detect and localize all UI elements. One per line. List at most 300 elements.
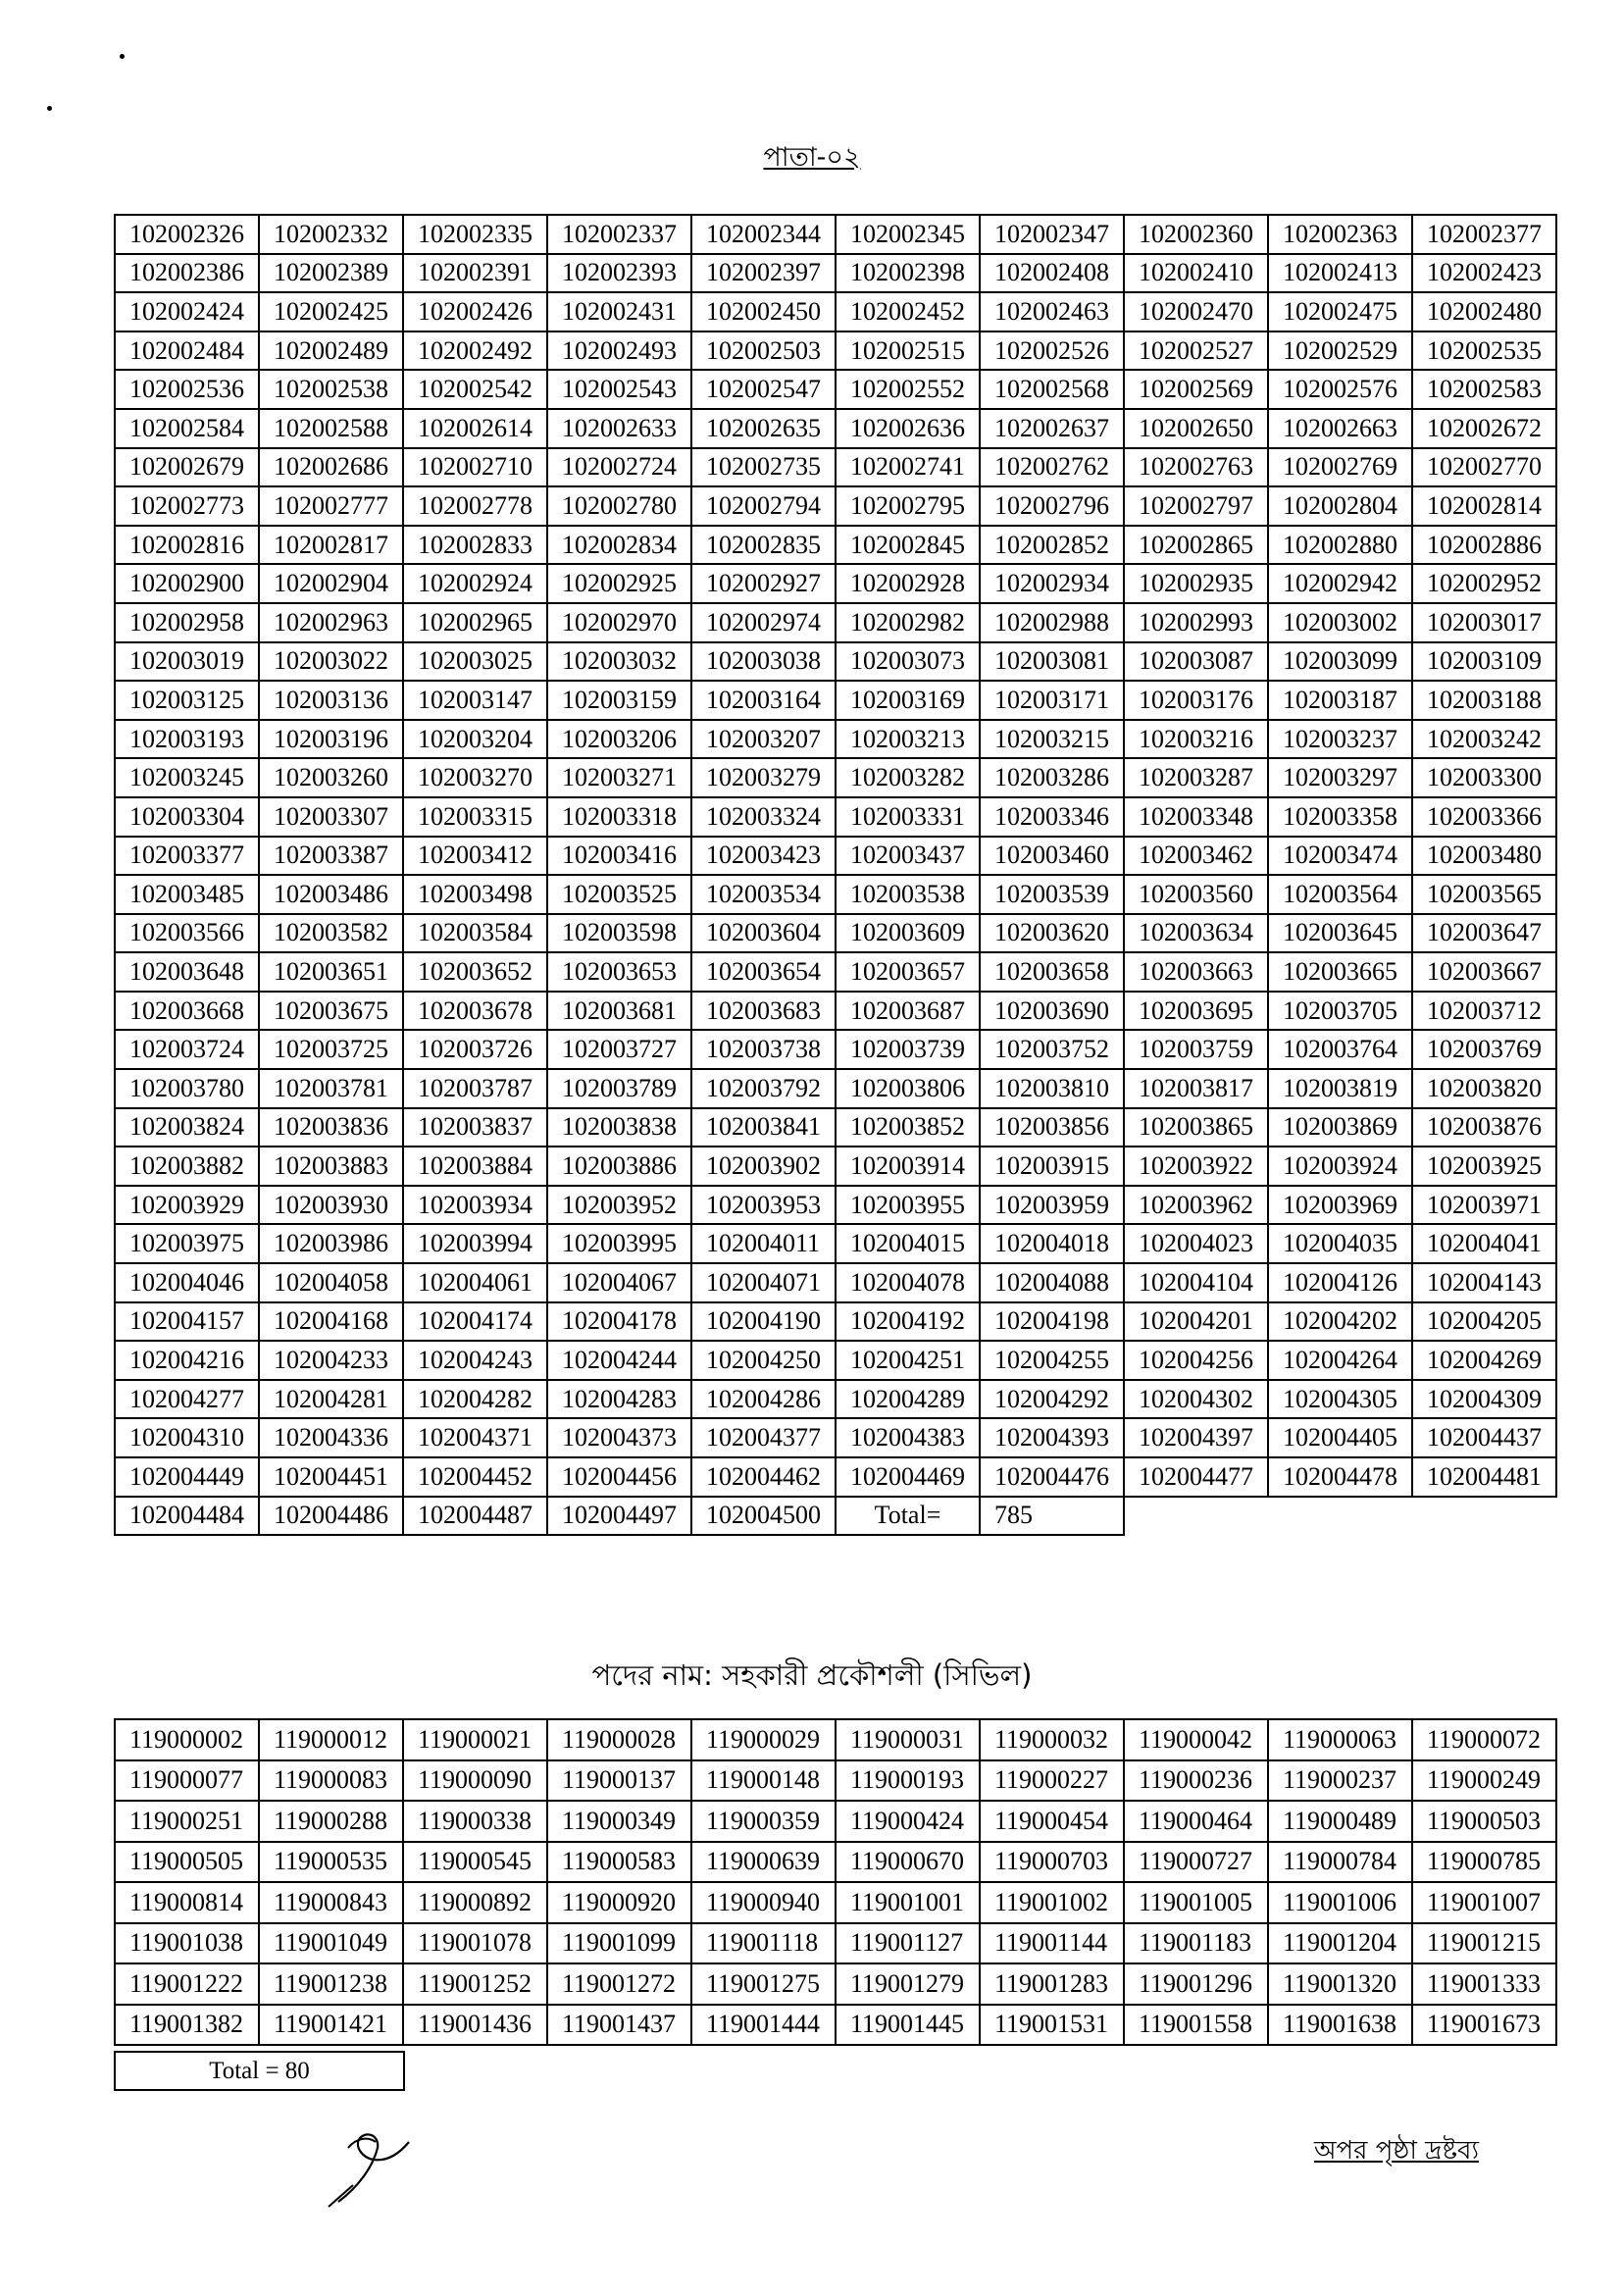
roll-cell: 119000784 <box>1268 1842 1412 1883</box>
roll-cell: 102004397 <box>1124 1418 1268 1457</box>
roll-cell: 119001436 <box>403 2005 547 2046</box>
roll-cell: 102003975 <box>115 1224 259 1263</box>
table-row <box>115 2005 1556 2046</box>
roll-cell: 119000505 <box>115 1842 259 1883</box>
roll-cell: 102002463 <box>980 292 1124 331</box>
roll-cell: 119001558 <box>1124 2005 1268 2046</box>
roll-cell: 102003962 <box>1124 1186 1268 1225</box>
roll-cell: 102003025 <box>403 642 547 682</box>
roll-cell: 102004500 <box>691 1497 836 1536</box>
roll-cell: 102003695 <box>1124 992 1268 1031</box>
roll-cell: 102003486 <box>259 875 403 914</box>
roll-cell: 102004143 <box>1412 1263 1556 1302</box>
roll-cell: 102004336 <box>259 1418 403 1457</box>
roll-cell: 102004243 <box>403 1341 547 1380</box>
post-title: পদের নাম: সহকারী প্রকৌশলী (সিভিল) <box>591 1658 1033 1692</box>
roll-cell: 102003346 <box>980 797 1124 837</box>
roll-cell: 119001038 <box>115 1923 259 1964</box>
roll-cell: 119001279 <box>836 1963 980 2005</box>
roll-cell: 102004244 <box>547 1341 691 1380</box>
roll-cell: 102002834 <box>547 526 691 565</box>
roll-cell: 102004190 <box>691 1302 836 1342</box>
table-row <box>115 1302 1556 1342</box>
roll-cell: 102003286 <box>980 758 1124 797</box>
roll-cell: 102004011 <box>691 1224 836 1263</box>
roll-cell: 102004071 <box>691 1263 836 1302</box>
roll-cell: 102004201 <box>1124 1302 1268 1342</box>
roll-cell: 102003215 <box>980 720 1124 759</box>
roll-cell: 119000021 <box>403 1719 547 1760</box>
roll-cell: 102003480 <box>1412 837 1556 876</box>
roll-cell: 102004292 <box>980 1380 1124 1419</box>
roll-cell: 119000031 <box>836 1719 980 1760</box>
roll-cell: 102003196 <box>259 720 403 759</box>
roll-cell: 119001005 <box>1124 1882 1268 1923</box>
roll-cell: 102003164 <box>691 681 836 720</box>
roll-cell: 102004256 <box>1124 1341 1268 1380</box>
roll-cell: 102003724 <box>115 1030 259 1069</box>
roll-cell: 102003925 <box>1412 1147 1556 1186</box>
roll-cell: 102003683 <box>691 992 836 1031</box>
roll-cell: 102002526 <box>980 331 1124 371</box>
roll-cell: 102003856 <box>980 1108 1124 1147</box>
roll-cell: 102002925 <box>547 564 691 603</box>
roll-cell: 102003876 <box>1412 1108 1556 1147</box>
roll-cell: 102003647 <box>1412 914 1556 953</box>
table-row <box>115 720 1556 759</box>
roll-cell: 119000424 <box>836 1801 980 1842</box>
roll-cell: 102004264 <box>1268 1341 1412 1380</box>
roll-cell: 102002942 <box>1268 564 1412 603</box>
roll-cell: 119000503 <box>1412 1801 1556 1842</box>
table-row <box>115 1263 1556 1302</box>
roll-cell: 102002900 <box>115 564 259 603</box>
roll-cell: 102002393 <box>547 254 691 293</box>
table-row <box>115 1030 1556 1069</box>
roll-cell: 119000077 <box>115 1760 259 1802</box>
roll-cell: 102003002 <box>1268 603 1412 642</box>
roll-cell: 119000028 <box>547 1719 691 1760</box>
roll-cell: 102004456 <box>547 1457 691 1497</box>
roll-cell: 102003738 <box>691 1030 836 1069</box>
roll-cell: 102003348 <box>1124 797 1268 837</box>
table-row <box>115 254 1556 293</box>
roll-cell: 119000940 <box>691 1882 836 1923</box>
roll-cell: 102002886 <box>1412 526 1556 565</box>
roll-cell: 119001215 <box>1412 1923 1556 1964</box>
roll-cell: 102003769 <box>1412 1030 1556 1069</box>
roll-cell: 102002845 <box>836 526 980 565</box>
roll-cell: 102003566 <box>115 914 259 953</box>
table-row <box>115 1147 1556 1186</box>
roll-cell: 102003994 <box>403 1224 547 1263</box>
roll-cell: 102003657 <box>836 952 980 992</box>
roll-cell: 119001238 <box>259 1963 403 2005</box>
roll-cell: 102003620 <box>980 914 1124 953</box>
roll-cell: 102003663 <box>1124 952 1268 992</box>
roll-cell: 102003216 <box>1124 720 1268 759</box>
roll-cell: 102003789 <box>547 1069 691 1108</box>
roll-cell: 102002335 <box>403 215 547 254</box>
table-row <box>115 1069 1556 1108</box>
roll-cell: 119000002 <box>115 1719 259 1760</box>
roll-cell: 102002777 <box>259 486 403 526</box>
roll-cell: 102002386 <box>115 254 259 293</box>
roll-cell: 102003810 <box>980 1069 1124 1108</box>
roll-cell: 102002470 <box>1124 292 1268 331</box>
roll-cell: 102004192 <box>836 1302 980 1342</box>
roll-cell: 102002569 <box>1124 370 1268 409</box>
table-row <box>115 1923 1556 1964</box>
page-number: পাতা-০২ <box>763 142 861 173</box>
roll-cell: 119001099 <box>547 1923 691 1964</box>
roll-cell: 102002773 <box>115 486 259 526</box>
roll-cell: 102004383 <box>836 1418 980 1457</box>
roll-cell: 102002424 <box>115 292 259 331</box>
roll-cell: 102004281 <box>259 1380 403 1419</box>
table-row <box>115 526 1556 565</box>
roll-cell: 102002796 <box>980 486 1124 526</box>
roll-cell: 102004481 <box>1412 1457 1556 1497</box>
roll-cell: 102002795 <box>836 486 980 526</box>
continued-note: অপর পৃষ্ঠা দ্রষ্টব্য <box>1314 2136 1479 2166</box>
roll-cell: 102002423 <box>1412 254 1556 293</box>
roll-cell: 119001673 <box>1412 2005 1556 2046</box>
roll-cell: 102003930 <box>259 1186 403 1225</box>
table-row <box>115 1457 1556 1497</box>
roll-cell: 102002480 <box>1412 292 1556 331</box>
roll-cell: 102003675 <box>259 992 403 1031</box>
roll-cell: 102002833 <box>403 526 547 565</box>
roll-cell: 119001272 <box>547 1963 691 2005</box>
roll-cell: 102004104 <box>1124 1263 1268 1302</box>
roll-cell: 102002529 <box>1268 331 1412 371</box>
roll-cell: 119001445 <box>836 2005 980 2046</box>
roll-cell: 102002663 <box>1268 409 1412 448</box>
roll-cell: 102004251 <box>836 1341 980 1380</box>
roll-cell: 119001638 <box>1268 2005 1412 2046</box>
roll-cell: 102004216 <box>115 1341 259 1380</box>
roll-cell: 102002965 <box>403 603 547 642</box>
roll-cell: 119001002 <box>980 1882 1124 1923</box>
roll-cell: 102003712 <box>1412 992 1556 1031</box>
roll-cell: 102004202 <box>1268 1302 1412 1342</box>
roll-cell: 102003837 <box>403 1108 547 1147</box>
roll-cell: 102003324 <box>691 797 836 837</box>
roll-cell: 102003193 <box>115 720 259 759</box>
roll-cell: 102002588 <box>259 409 403 448</box>
roll-cell: 119001204 <box>1268 1923 1412 1964</box>
roll-cell: 119000251 <box>115 1801 259 1842</box>
roll-cell: 102003654 <box>691 952 836 992</box>
table-row <box>115 681 1556 720</box>
roll-cell: 102003387 <box>259 837 403 876</box>
roll-cell: 102003315 <box>403 797 547 837</box>
roll-cell: 102003206 <box>547 720 691 759</box>
roll-cell: 102004393 <box>980 1418 1124 1457</box>
roll-cell: 119000359 <box>691 1801 836 1842</box>
table-row <box>115 914 1556 953</box>
table-row <box>115 370 1556 409</box>
roll-cell: 119000639 <box>691 1842 836 1883</box>
signature-icon <box>319 2109 427 2217</box>
roll-cell: 102002360 <box>1124 215 1268 254</box>
roll-cell: 102003687 <box>836 992 980 1031</box>
roll-cell: 102003929 <box>115 1186 259 1225</box>
roll-cell: 119001421 <box>259 2005 403 2046</box>
roll-cell: 102003485 <box>115 875 259 914</box>
roll-cell: 102002970 <box>547 603 691 642</box>
roll-cell: 119001320 <box>1268 1963 1412 2005</box>
roll-cell: 102003668 <box>115 992 259 1031</box>
roll-cell: 102003169 <box>836 681 980 720</box>
roll-cell: 102003366 <box>1412 797 1556 837</box>
roll-cell: 102004067 <box>547 1263 691 1302</box>
roll-cell: 102002547 <box>691 370 836 409</box>
roll-cell: 102003604 <box>691 914 836 953</box>
roll-cell: 102004477 <box>1124 1457 1268 1497</box>
roll-cell: 102002543 <box>547 370 691 409</box>
roll-cell: 102002880 <box>1268 526 1412 565</box>
roll-cell: 102003423 <box>691 837 836 876</box>
roll-cell: 119001007 <box>1412 1882 1556 1923</box>
roll-cell: 102002636 <box>836 409 980 448</box>
roll-cell: 102003270 <box>403 758 547 797</box>
roll-cell: 102003824 <box>115 1108 259 1147</box>
roll-cell: 119000338 <box>403 1801 547 1842</box>
roll-cell: 119001296 <box>1124 1963 1268 2005</box>
roll-cell: 102003437 <box>836 837 980 876</box>
roll-cell: 102003377 <box>115 837 259 876</box>
roll-cell: 102003474 <box>1268 837 1412 876</box>
roll-cell: 102002391 <box>403 254 547 293</box>
roll-cell: 102003886 <box>547 1147 691 1186</box>
roll-cell: 119001437 <box>547 2005 691 2046</box>
roll-cell: 102003176 <box>1124 681 1268 720</box>
roll-cell: 102004250 <box>691 1341 836 1380</box>
roll-cell: 102002425 <box>259 292 403 331</box>
roll-cell: 102003752 <box>980 1030 1124 1069</box>
roll-cell: 119001275 <box>691 1963 836 2005</box>
roll-cell: 102003017 <box>1412 603 1556 642</box>
roll-cell: 102004277 <box>115 1380 259 1419</box>
roll-cell: 119000892 <box>403 1882 547 1923</box>
roll-cell: 102004437 <box>1412 1418 1556 1457</box>
roll-cell: 119001118 <box>691 1923 836 1964</box>
roll-cell: 102003109 <box>1412 642 1556 682</box>
roll-cell: 102003038 <box>691 642 836 682</box>
roll-cell: 102002536 <box>115 370 259 409</box>
roll-cell: 102002735 <box>691 448 836 487</box>
roll-cell: 102003584 <box>403 914 547 953</box>
roll-cell: 102003073 <box>836 642 980 682</box>
roll-cell: 102002344 <box>691 215 836 254</box>
roll-cell: 102003781 <box>259 1069 403 1108</box>
roll-cell: 102004174 <box>403 1302 547 1342</box>
roll-cell: 102002686 <box>259 448 403 487</box>
roll-cell: 102003915 <box>980 1147 1124 1186</box>
roll-cell: 102002413 <box>1268 254 1412 293</box>
roll-cell: 102002974 <box>691 603 836 642</box>
roll-cell: 102003287 <box>1124 758 1268 797</box>
table-row <box>115 448 1556 487</box>
roll-cell: 119000063 <box>1268 1719 1412 1760</box>
roll-cell: 102003995 <box>547 1224 691 1263</box>
table-row <box>115 1963 1556 2005</box>
empty-cell <box>1412 1497 1556 1536</box>
roll-cell: 102004041 <box>1412 1224 1556 1263</box>
roll-cell: 102002804 <box>1268 486 1412 526</box>
roll-cell: 119000454 <box>980 1801 1124 1842</box>
roll-cell: 102003792 <box>691 1069 836 1108</box>
roll-cell: 102003819 <box>1268 1069 1412 1108</box>
roll-cell: 102002535 <box>1412 331 1556 371</box>
roll-cell: 102002982 <box>836 603 980 642</box>
roll-cell: 102003645 <box>1268 914 1412 953</box>
roll-cell: 102004452 <box>403 1457 547 1497</box>
roll-cell: 102002475 <box>1268 292 1412 331</box>
roll-cell: 102003727 <box>547 1030 691 1069</box>
roll-cell: 102004078 <box>836 1263 980 1302</box>
roll-cell: 102004283 <box>547 1380 691 1419</box>
roll-cell: 102002928 <box>836 564 980 603</box>
roll-cell: 102003922 <box>1124 1147 1268 1186</box>
roll-cell: 102002952 <box>1412 564 1556 603</box>
roll-cell: 102004018 <box>980 1224 1124 1263</box>
roll-cell: 119001252 <box>403 1963 547 2005</box>
roll-cell: 102003658 <box>980 952 1124 992</box>
roll-cell: 102002778 <box>403 486 547 526</box>
table-row <box>115 952 1556 992</box>
roll-cell: 102002635 <box>691 409 836 448</box>
roll-cell: 102003171 <box>980 681 1124 720</box>
roll-cell: 102002489 <box>259 331 403 371</box>
roll-cell: 102003207 <box>691 720 836 759</box>
roll-cell: 102002762 <box>980 448 1124 487</box>
roll-cell: 119000083 <box>259 1760 403 1802</box>
roll-cell: 102002935 <box>1124 564 1268 603</box>
roll-cell: 102003282 <box>836 758 980 797</box>
roll-cell: 102003609 <box>836 914 980 953</box>
roll-cell: 102002527 <box>1124 331 1268 371</box>
roll-cell: 102003147 <box>403 681 547 720</box>
roll-cell: 102002797 <box>1124 486 1268 526</box>
roll-cell: 102003412 <box>403 837 547 876</box>
roll-cell: 102002389 <box>259 254 403 293</box>
roll-cell: 102003806 <box>836 1069 980 1108</box>
roll-cell: 102003087 <box>1124 642 1268 682</box>
roll-cell: 119001183 <box>1124 1923 1268 1964</box>
roll-cell: 102003022 <box>259 642 403 682</box>
roll-cell: 102002538 <box>259 370 403 409</box>
roll-cell: 119001127 <box>836 1923 980 1964</box>
roll-cell: 102003865 <box>1124 1108 1268 1147</box>
roll-cell: 102004497 <box>547 1497 691 1536</box>
roll-cell: 102002650 <box>1124 409 1268 448</box>
roll-cell: 102004478 <box>1268 1457 1412 1497</box>
roll-cell: 119000349 <box>547 1801 691 1842</box>
roll-cell: 102002724 <box>547 448 691 487</box>
roll-cell: 102002633 <box>547 409 691 448</box>
roll-cell: 102004476 <box>980 1457 1124 1497</box>
roll-cell: 102002398 <box>836 254 980 293</box>
roll-cell: 102003705 <box>1268 992 1412 1031</box>
table-row <box>115 215 1556 254</box>
roll-cell: 119001382 <box>115 2005 259 2046</box>
roll-cell: 102002835 <box>691 526 836 565</box>
roll-cell: 119000227 <box>980 1760 1124 1802</box>
roll-cell: 102003598 <box>547 914 691 953</box>
roll-cell: 102004310 <box>115 1418 259 1457</box>
roll-cell: 102002431 <box>547 292 691 331</box>
roll-table-2 <box>114 1718 1557 2046</box>
section2-total: Total = 80 <box>114 2051 405 2091</box>
roll-cell: 102004046 <box>115 1263 259 1302</box>
table-row <box>115 1760 1556 1802</box>
roll-cell: 119000785 <box>1412 1842 1556 1883</box>
roll-cell: 119001222 <box>115 1963 259 2005</box>
roll-cell: 102003934 <box>403 1186 547 1225</box>
roll-cell: 102004282 <box>403 1380 547 1419</box>
roll-cell: 119000249 <box>1412 1760 1556 1802</box>
roll-cell: 102003019 <box>115 642 259 682</box>
roll-cell: 102003634 <box>1124 914 1268 953</box>
roll-cell: 102003565 <box>1412 875 1556 914</box>
roll-cell: 102004373 <box>547 1418 691 1457</box>
roll-cell: 102004255 <box>980 1341 1124 1380</box>
roll-cell: 102002493 <box>547 331 691 371</box>
roll-cell: 102004015 <box>836 1224 980 1263</box>
table-row <box>115 292 1556 331</box>
table-row <box>115 875 1556 914</box>
roll-cell: 102002927 <box>691 564 836 603</box>
roll-cell: 102002363 <box>1268 215 1412 254</box>
roll-cell: 102002817 <box>259 526 403 565</box>
roll-cell: 102002377 <box>1412 215 1556 254</box>
roll-cell: 102003307 <box>259 797 403 837</box>
roll-cell: 102004305 <box>1268 1380 1412 1419</box>
roll-cell: 102002770 <box>1412 448 1556 487</box>
roll-cell: 119000703 <box>980 1842 1124 1883</box>
roll-cell: 102002426 <box>403 292 547 331</box>
roll-table-1 <box>114 214 1557 1536</box>
roll-cell: 119001531 <box>980 2005 1124 2046</box>
roll-cell: 102002934 <box>980 564 1124 603</box>
table-row <box>115 603 1556 642</box>
roll-cell: 102002865 <box>1124 526 1268 565</box>
roll-cell: 102003869 <box>1268 1108 1412 1147</box>
roll-cell: 102003969 <box>1268 1186 1412 1225</box>
roll-cell: 119000090 <box>403 1760 547 1802</box>
total-value: 785 <box>980 1497 1124 1536</box>
roll-cell: 102002503 <box>691 331 836 371</box>
roll-cell: 102003836 <box>259 1108 403 1147</box>
roll-cell: 102003318 <box>547 797 691 837</box>
roll-cell: 102002958 <box>115 603 259 642</box>
roll-cell: 102004487 <box>403 1497 547 1536</box>
roll-cell: 102002769 <box>1268 448 1412 487</box>
table-row <box>115 758 1556 797</box>
roll-cell: 119001283 <box>980 1963 1124 2005</box>
roll-cell: 102002924 <box>403 564 547 603</box>
roll-cell: 102003099 <box>1268 642 1412 682</box>
roll-cell: 102004484 <box>115 1497 259 1536</box>
roll-cell: 102003187 <box>1268 681 1412 720</box>
roll-cell: 119000137 <box>547 1760 691 1802</box>
roll-cell: 102002452 <box>836 292 980 331</box>
roll-cell: 119000042 <box>1124 1719 1268 1760</box>
roll-cell: 102003841 <box>691 1108 836 1147</box>
